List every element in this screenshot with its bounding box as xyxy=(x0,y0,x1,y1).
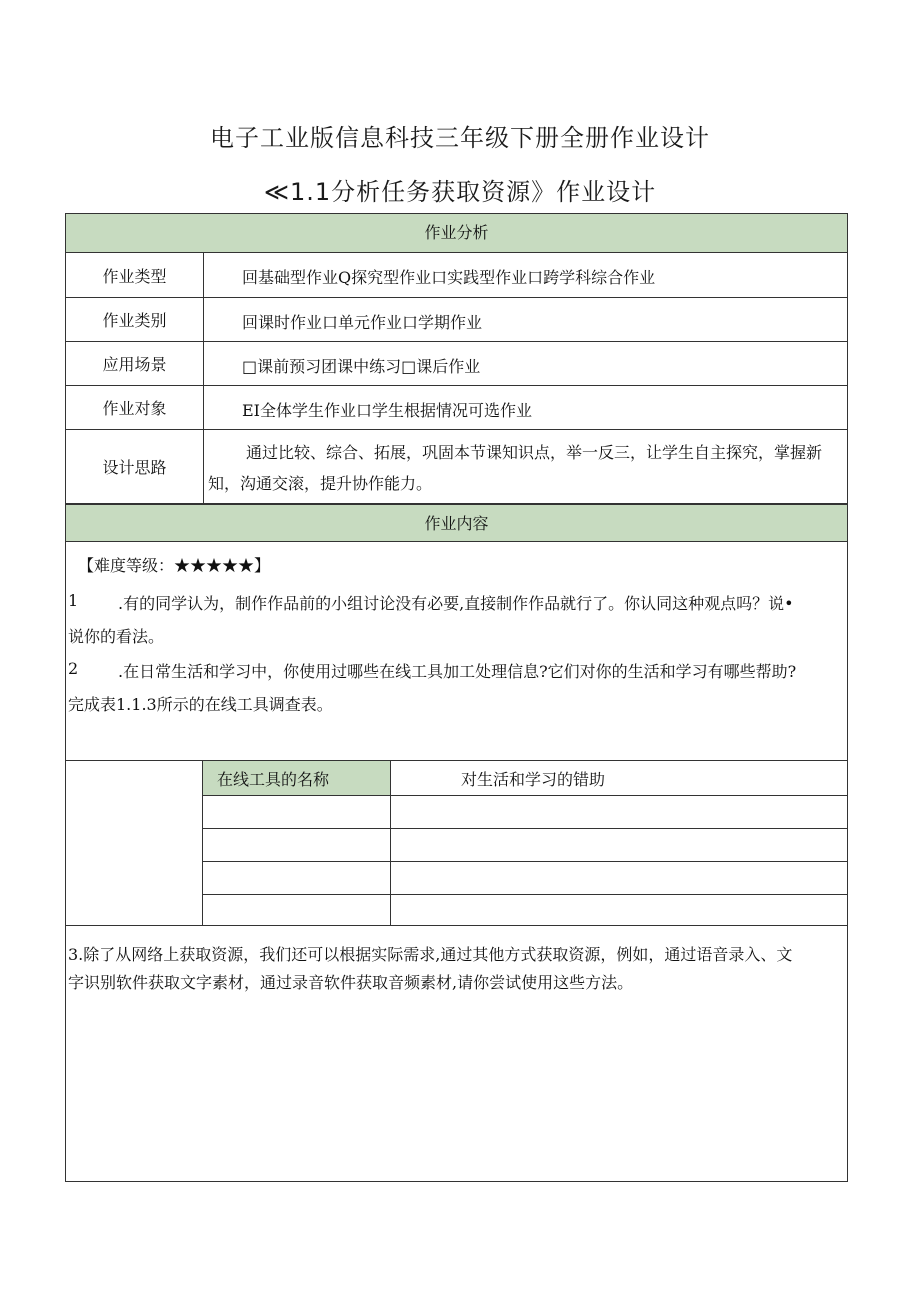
table-row xyxy=(203,829,848,862)
analysis-row-category xyxy=(65,298,848,342)
question-1-number: 1 xyxy=(68,591,79,610)
online-tools-survey-table xyxy=(202,760,848,926)
row-label: 作业类别 xyxy=(66,298,204,341)
row-label: 作业类型 xyxy=(66,253,204,297)
tool-name-cell[interactable] xyxy=(203,796,391,829)
tool-name-cell[interactable] xyxy=(203,862,391,895)
question-3-text-cont: 字识别软件获取文字素材，通过录音软件获取音频素材,请你尝试使用这些方法。 xyxy=(68,973,634,992)
row-value: EI全体学生作业口学生根据情况可选作业 xyxy=(242,401,533,420)
question-2-text-cont: 完成表1.1.3所示的在线工具调查表。 xyxy=(68,695,333,714)
question-2-text: .在日常生活和学习中，你使用过哪些在线工具加工处理信息?它们对你的生活和学习有哪些帮助? xyxy=(118,662,797,681)
question-1-text-cont: 说你的看法。 xyxy=(68,627,165,646)
analysis-row-type xyxy=(65,253,848,298)
help-cell[interactable] xyxy=(391,895,848,926)
row-value: 回课时作业口单元作业口学期作业 xyxy=(242,313,483,332)
table-row xyxy=(203,862,848,895)
help-cell[interactable] xyxy=(391,862,848,895)
table-row xyxy=(203,895,848,926)
question-3-text: 3.除了从网络上获取资源，我们还可以根据实际需求,通过其他方式获取资源，例如，通过语音录入、文 xyxy=(68,945,793,964)
document-subtitle: ≪1.1分析任务获取资源》作业设计 xyxy=(263,178,657,206)
row-label: 作业对象 xyxy=(66,386,204,429)
design-idea-text: 通过比较、综合、拓展，巩固本节课知识点，举一反三，让学生自主探究，掌握新知，沟通交滚，提升协作能力。 xyxy=(208,443,823,493)
table-row xyxy=(203,796,848,829)
help-cell[interactable] xyxy=(391,829,848,862)
row-value: 回基础型作业Q探究型作业口实践型作业口跨学科综合作业 xyxy=(242,268,656,287)
tool-name-cell[interactable] xyxy=(203,895,391,926)
row-value: □课前预习团课中练习□课后作业 xyxy=(242,357,481,376)
column-header-help: 对生活和学习的错助 xyxy=(391,761,848,796)
row-label: 设计思路 xyxy=(66,430,204,503)
table-header-row xyxy=(203,761,848,796)
question-2-number: 2 xyxy=(68,659,79,678)
tool-name-cell[interactable] xyxy=(203,829,391,862)
analysis-row-scene xyxy=(65,342,848,386)
column-header-tool-name: 在线工具的名称 xyxy=(203,761,391,796)
analysis-row-target xyxy=(65,386,848,430)
document-title: 电子工业版信息科技三年级下册全册作业设计 xyxy=(210,124,710,152)
analysis-row-design xyxy=(65,430,848,504)
question-1-text: .有的同学认为，制作作品前的小组讨论没有必要,直接制作作品就行了。你认同这种观点吗？说• xyxy=(118,594,794,613)
content-section-header: 作业内容 xyxy=(65,504,848,542)
analysis-section-header: 作业分析 xyxy=(65,213,848,253)
row-label: 应用场景 xyxy=(66,342,204,385)
help-cell[interactable] xyxy=(391,796,848,829)
difficulty-level: 【难度等级：★★★★★】 xyxy=(78,556,271,575)
